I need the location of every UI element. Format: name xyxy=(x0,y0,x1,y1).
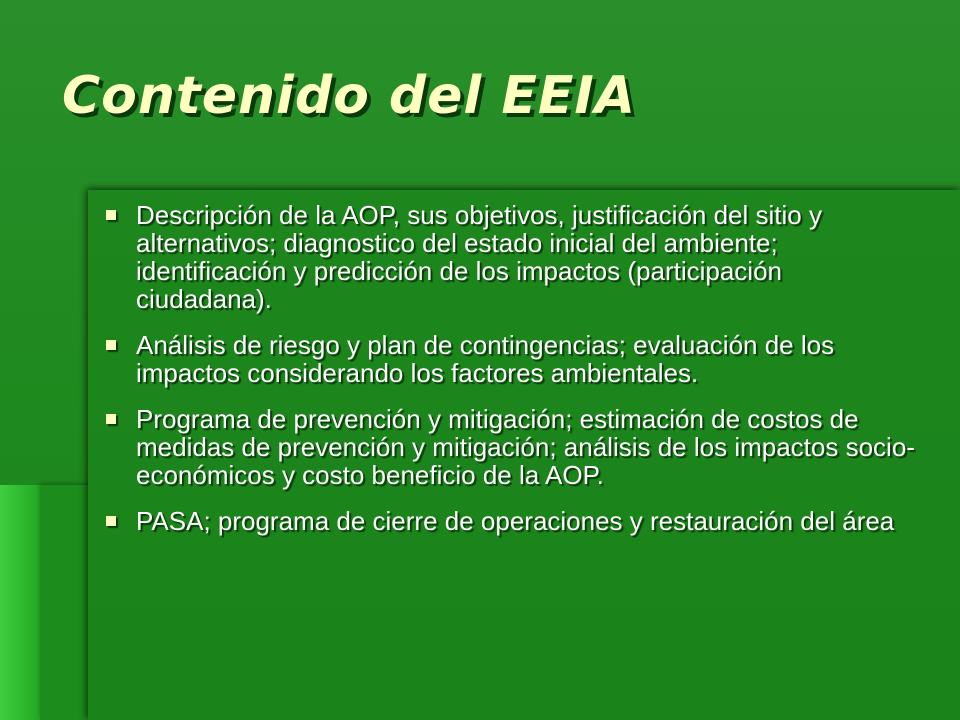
bullet-text: PASA; programa de cierre de operaciones y restauración del área xyxy=(136,506,895,536)
square-bullet-icon xyxy=(106,414,116,424)
bullet-item xyxy=(104,331,922,387)
square-bullet-icon xyxy=(106,516,116,526)
bullet-list xyxy=(104,201,922,553)
slide-title: Contenido del EEIA xyxy=(62,66,636,126)
square-bullet-icon xyxy=(106,210,116,220)
bullet-text: Análisis de riesgo y plan de contingencias; evaluación de los impactos considerando los factores ambientales. xyxy=(136,330,835,388)
background-accent-strip xyxy=(0,485,40,720)
bullet-item xyxy=(104,405,922,489)
bullet-item xyxy=(104,507,922,535)
bullet-text: Programa de prevención y mitigación; estimación de costos de medidas de prevención y mitigación; análisis de los impactos socio-económicos y costo beneficio de la AOP. xyxy=(136,404,915,490)
bullet-item xyxy=(104,201,922,313)
bullet-text: Descripción de la AOP, sus objetivos, justificación del sitio y alternativos; diagnostico del estado inicial del ambiente; identificación y predicción de los impactos (participación ciudadana). xyxy=(136,200,822,314)
square-bullet-icon xyxy=(106,340,116,350)
